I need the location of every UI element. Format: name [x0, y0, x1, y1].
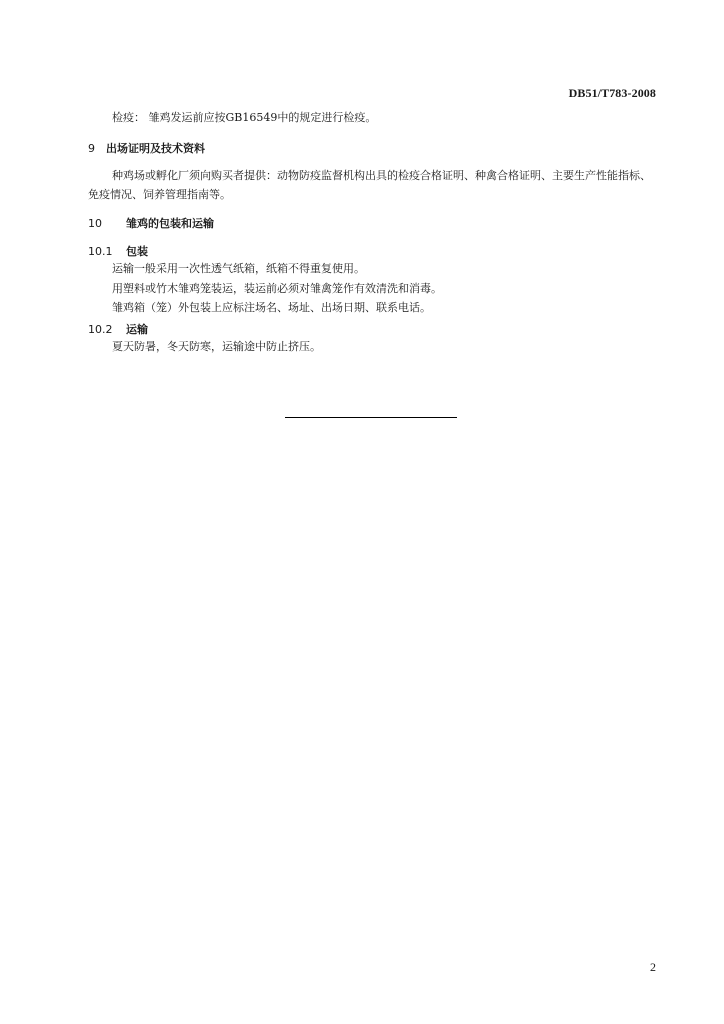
section-10-number: 10: [88, 217, 102, 230]
section-9-title: 出场证明及技术资料: [106, 142, 205, 155]
packaging-line-1: 运输一般采用一次性透气纸箱，纸箱不得重复使用。: [112, 262, 365, 275]
packaging-line-2: 用塑料或竹木雏鸡笼装运，装运前必须对雏禽笼作有效清洗和消毒。: [112, 282, 442, 295]
section-10-1-heading: [88, 243, 148, 259]
section-10-heading: [88, 215, 214, 231]
section-10-1-number: 10.1: [88, 245, 113, 258]
page-number: 2: [650, 960, 656, 974]
transport-line-1: 夏天防暑，冬天防寒，运输途中防止挤压。: [112, 340, 321, 353]
section-9-heading: [88, 140, 205, 156]
section-10-title: 雏鸡的包装和运输: [126, 217, 214, 230]
section-10-2-heading: [88, 321, 148, 337]
packaging-line-3: 雏鸡箱（笼）外包装上应标注场名、场址、出场日期、联系电话。: [112, 301, 431, 314]
end-of-document-rule: [285, 417, 457, 418]
section-9-body: 种鸡场或孵化厂须向购买者提供：动物防疫监督机构出具的检疫合格证明、种禽合格证明、主要生产性能指标、免疫情况、饲养管理指南等。: [88, 169, 651, 201]
section-10-1-title: 包装: [126, 245, 148, 258]
standard-code-header: DB51/T783-2008: [568, 86, 656, 100]
section-10-2-number: 10.2: [88, 323, 113, 336]
section-9-number: 9: [88, 142, 95, 155]
section-10-2-title: 运输: [126, 323, 148, 336]
quarantine-paragraph: 检疫： 雏鸡发运前应按GB16549中的规定进行检疫。: [112, 111, 377, 124]
